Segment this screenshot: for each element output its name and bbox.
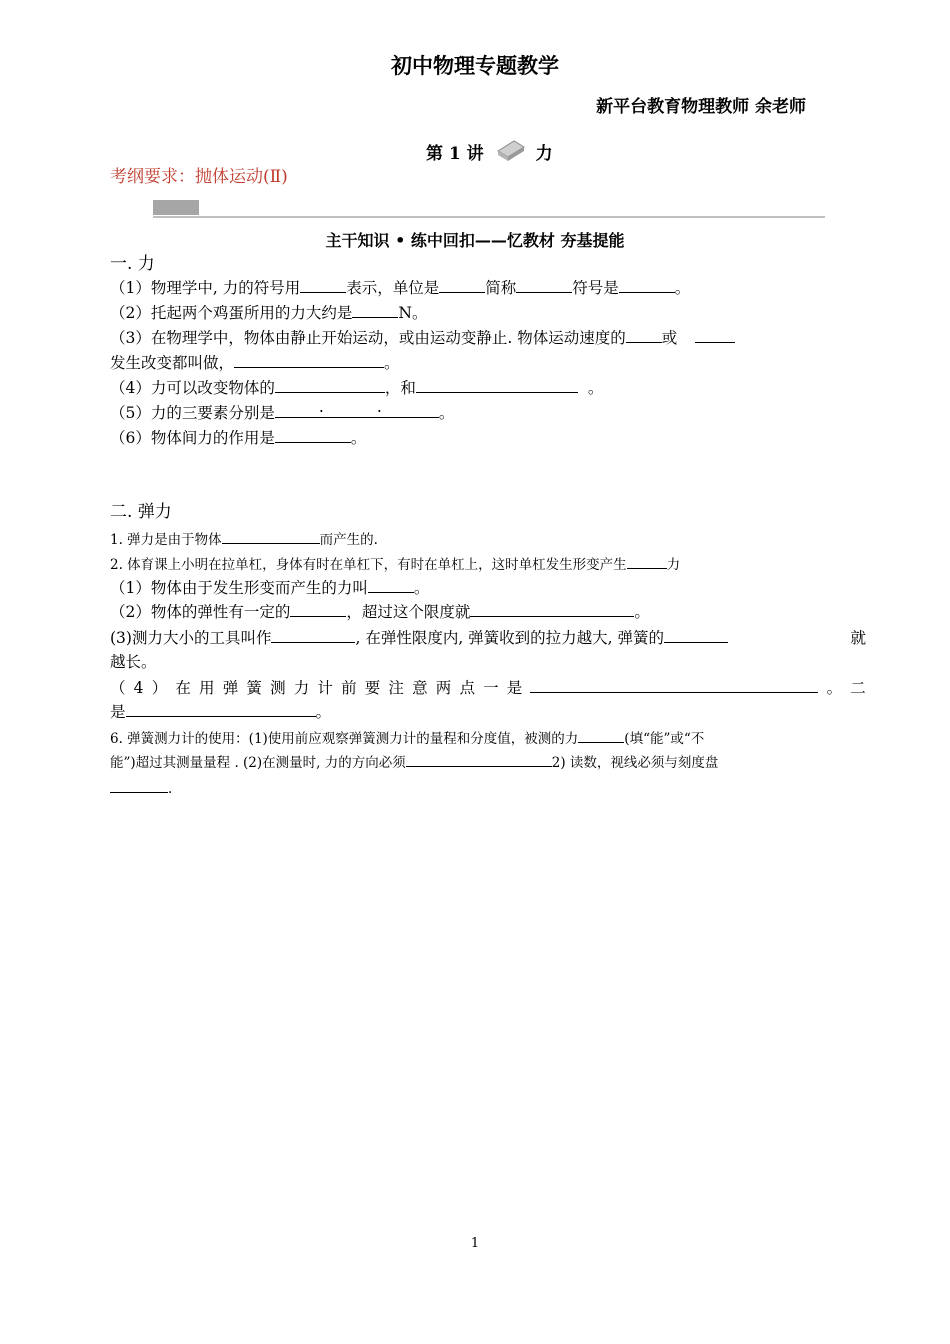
blank[interactable]: [275, 376, 385, 393]
divider: [153, 216, 825, 218]
s1-question-1: （1）物理学中, 力的符号用 表示，单位是 简称 符号是 。: [110, 276, 690, 300]
s2-item-6: 6. 弹簧测力计的使用：(1)使用前应观察弹簧测力计的量程和分度值，被测的力 (填“能”或“不: [110, 726, 866, 751]
blank[interactable]: [470, 600, 634, 617]
blank[interactable]: [290, 600, 346, 617]
teacher-name: 新平台教育物理教师 余老师: [596, 97, 806, 117]
lecture-heading: [426, 138, 553, 164]
blank[interactable]: [627, 552, 667, 569]
blank[interactable]: [516, 276, 572, 293]
blank[interactable]: [300, 276, 346, 293]
section1-heading: 一. 力: [110, 254, 155, 274]
section-marker: [153, 200, 199, 215]
blank[interactable]: [110, 776, 168, 793]
s2-question-1: （1）物体由于发生形变而产生的力叫 。: [110, 576, 429, 600]
blank[interactable]: [275, 426, 351, 443]
s1-question-5: （5）力的三要素分别是 . . 。: [110, 398, 455, 422]
blank[interactable]: [664, 626, 728, 643]
s2-item-6-end: .: [110, 776, 172, 801]
blank[interactable]: [578, 726, 624, 743]
s2-question-4-cont: 是 。: [110, 700, 331, 724]
blank[interactable]: [368, 576, 414, 593]
blank[interactable]: [234, 351, 384, 368]
lecture-number: 第 1 讲: [426, 143, 484, 164]
blank[interactable]: [222, 527, 320, 544]
s2-item-1: 1. 弹力是由于物体 而产生的.: [110, 527, 378, 552]
s1-question-4: （4）力可以改变物体的 ，和 。: [110, 376, 603, 400]
section-heading: 主干知识 • 练中回扣——忆教材 夯基提能: [325, 231, 625, 250]
blank[interactable]: [416, 376, 578, 393]
s2-question-3-cont: 越长。: [110, 653, 157, 671]
page-number: 1: [470, 1236, 480, 1251]
s1-question-3: （3）在物理学中，物体由静止开始运动，或由运动变静止. 物体运动速度的 或: [110, 326, 735, 350]
lecture-topic: 力: [535, 143, 553, 164]
section2-heading: 二. 弹力: [110, 502, 172, 522]
blank[interactable]: [530, 676, 818, 693]
blank[interactable]: [406, 750, 552, 767]
s1-question-6: （6）物体间力的作用是 。: [110, 426, 366, 450]
blank[interactable]: [439, 276, 485, 293]
diamond-ornament-icon: [488, 138, 532, 164]
blank[interactable]: [619, 276, 675, 293]
s1-question-3-cont: 发生改变都叫做， 。: [110, 351, 400, 375]
s2-item-2: 2. 体育课上小明在拉单杠，身体有时在单杠下，有时在单杠上，这时单杠发生形变产生 力: [110, 552, 680, 577]
exam-requirement: 考纲要求：抛体运动(Ⅱ): [110, 167, 288, 187]
s2-question-3: (3)测力大小的工具叫作 , 在弹性限度内, 弹簧收到的拉力越大, 弹簧的 就: [110, 626, 866, 650]
blank[interactable]: [352, 301, 398, 318]
blank[interactable]: . .: [275, 401, 439, 418]
blank[interactable]: [271, 626, 355, 643]
blank[interactable]: [626, 326, 662, 343]
s2-item-6-cont: 能”)超过其测量量程 . (2)在测量时, 力的方向必须 2) 读数，视线必须与刻度盘: [110, 750, 718, 775]
blank[interactable]: [695, 326, 735, 343]
blank[interactable]: [126, 700, 316, 717]
s1-question-2: （2）托起两个鸡蛋所用的力大约是 N。: [110, 301, 427, 325]
s2-question-2: （2）物体的弹性有一定的 ，超过这个限度就 。: [110, 600, 650, 624]
page-title: 初中物理专题教学: [391, 54, 559, 78]
s2-question-4: （ 4 ） 在 用 弹 簧 测 力 计 前 要 注 意 两 点 一 是 。 二: [110, 676, 866, 700]
